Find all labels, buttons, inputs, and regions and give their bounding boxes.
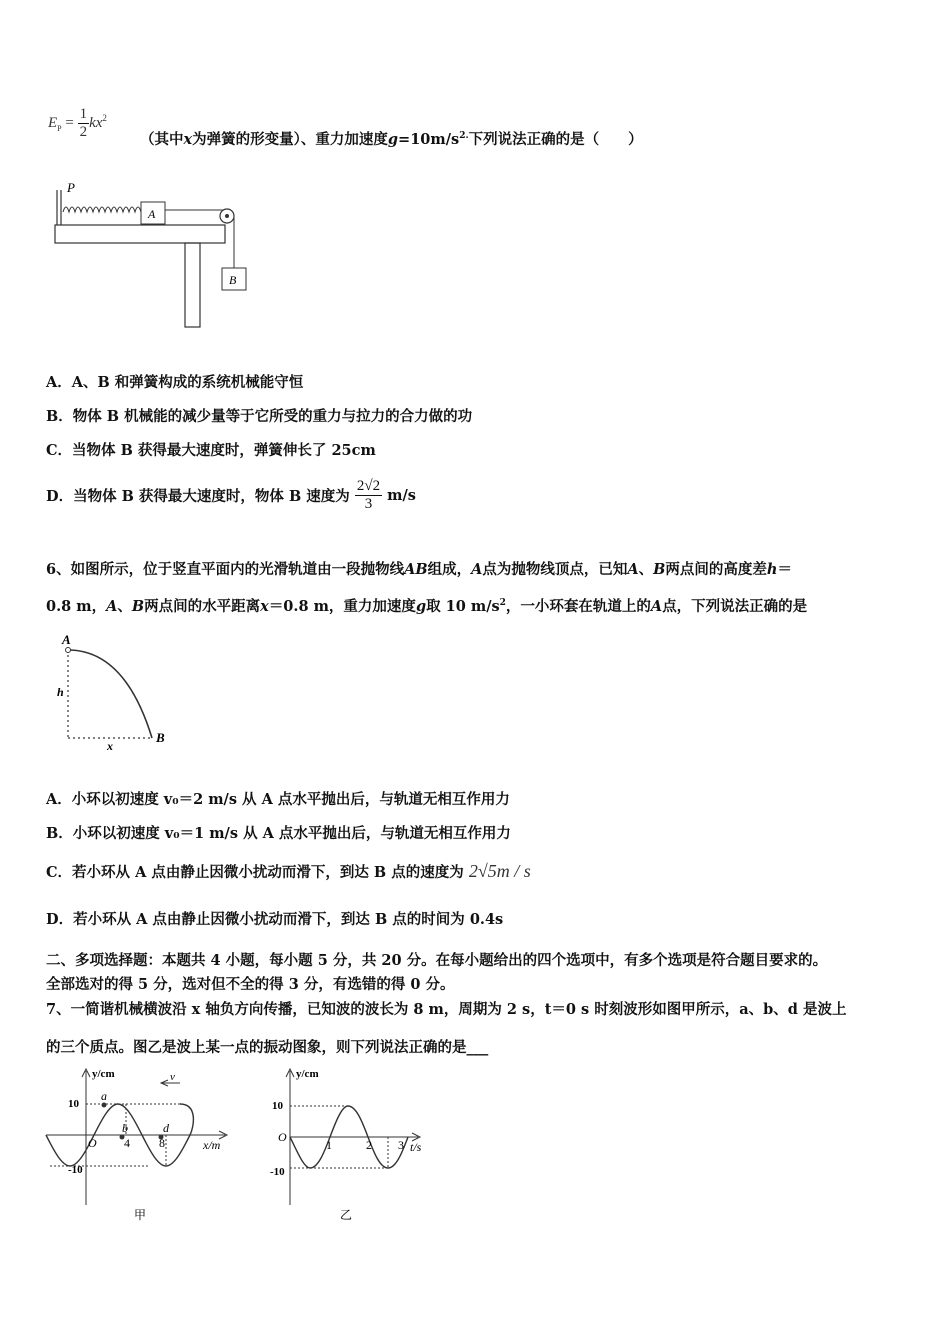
jia-ym10: -10	[68, 1164, 83, 1176]
q5-option-d-den: 3	[364, 496, 373, 512]
ep-exponent: 2	[102, 112, 107, 123]
q6-l2-g2: 点，下列说法正确的是	[662, 598, 808, 615]
q7-stem-line2: 的三个质点。图乙是波上某一点的振动图象，则下列说法正确的是___	[46, 1039, 489, 1056]
q6-l2-b: 、	[117, 598, 132, 615]
q6-l1-d: 、	[638, 561, 654, 578]
q5-spring-figure	[45, 180, 255, 330]
q6-l1-b: 组成，	[427, 561, 472, 578]
yi-ym10: -10	[270, 1166, 285, 1178]
q5-var-x: x	[183, 131, 193, 148]
q6-l1-a: 6、如图所示，位于竖直平面内的光滑轨道由一段抛物线	[46, 561, 405, 578]
q7-wave-figure-jia	[40, 1065, 240, 1225]
q5-var-g: g	[387, 131, 399, 148]
q6-l1-e: 两点间的高度差	[665, 561, 767, 578]
label-h: h	[57, 685, 64, 699]
q5-option-d-num: 2√2	[356, 478, 381, 494]
jia-point-d: d	[163, 1121, 169, 1135]
yi-t2: 2	[366, 1138, 372, 1152]
q6-l1-A2: A	[627, 561, 639, 578]
q5-option-a: A．A、B 和弹簧构成的系统机械能守恒	[46, 374, 304, 391]
ep-kx: kx	[89, 114, 103, 131]
ep-subscript: P	[57, 123, 62, 133]
jia-origin: O	[88, 1136, 97, 1150]
ep-fraction-den: 2	[79, 124, 88, 140]
ep-symbol: E	[48, 114, 58, 131]
q5-intro-text: （其中x为弹簧的形变量）、重力加速度$g=10m/s^{2.}$下列说法正确的是（ ）	[140, 131, 643, 148]
yi-origin: O	[278, 1130, 287, 1144]
q6-l1-h: h	[766, 561, 778, 578]
ep-formula	[48, 106, 107, 141]
q5-option-c: C．当物体 B 获得最大速度时，弹簧伸长了 25cm	[46, 442, 376, 459]
label-p: P	[67, 180, 75, 195]
q6-l2-d: ＝0.8 m，重力加速度	[268, 598, 416, 615]
label-a: A	[148, 207, 156, 221]
label-b: B	[156, 730, 165, 745]
yi-ylabel: y/cm	[296, 1068, 319, 1080]
jia-v: v	[170, 1071, 175, 1083]
q6-l2-g: g	[415, 598, 427, 615]
label-b: B	[229, 273, 237, 287]
yi-caption: 乙	[340, 1208, 353, 1222]
q6-l1-f: ＝	[777, 561, 792, 578]
yi-y10: 10	[272, 1100, 283, 1112]
q5-option-d	[46, 478, 416, 513]
q6-l1-ab: AB	[404, 561, 428, 578]
q5-text-b: 为弹簧的形变量）、重力加速度	[192, 131, 388, 148]
q6-option-c	[46, 861, 531, 882]
q6-l1-B: B	[653, 561, 666, 578]
jia-y10: 10	[68, 1098, 79, 1110]
yi-tlabel: t/s	[410, 1140, 422, 1154]
q5-text-d: 下列说法正确的是（ ）	[468, 131, 643, 148]
q6-l2-x: x	[260, 598, 269, 615]
q6-option-d: D．若小环从 A 点由静止因微小扰动而滑下，到达 B 点的时间为 0.4s	[46, 911, 504, 928]
jia-point-a: a	[101, 1089, 107, 1103]
q6-parabola-figure	[55, 630, 180, 753]
label-x: x	[107, 739, 113, 753]
section2-line1: 二、多项选择题：本题共 4 小题，每小题 5 分，共 20 分。在每小题给出的四个选项中，有多个选项是符合题目要求的。	[46, 952, 828, 969]
q6-l2-c: 两点间的水平距离	[144, 598, 261, 615]
q6-l2-A: A	[106, 598, 118, 615]
ep-fraction-num: 1	[79, 106, 88, 122]
q6-l1-A1: A	[471, 561, 483, 578]
q5-option-d-text: D．当物体 B 获得最大速度时，物体 B 速度为	[46, 488, 350, 505]
q6-stem-line1	[46, 558, 792, 579]
q7-vibration-figure-yi	[268, 1065, 438, 1225]
q5-text-a: （其中	[140, 131, 184, 148]
jia-caption: 甲	[134, 1208, 147, 1222]
jia-x4: 4	[124, 1136, 130, 1150]
q5-option-d-fraction	[355, 478, 382, 513]
q5-text-c: =10m/s	[398, 131, 460, 148]
q6-option-a: A．小环以初速度 v₀＝2 m/s 从 A 点水平抛出后，与轨道无相互作用力	[46, 791, 510, 808]
q5-option-d-unit: m/s	[387, 487, 416, 504]
q6-l2-e: 取 10 m/s	[426, 598, 500, 615]
yi-t1: 1	[326, 1138, 332, 1152]
q6-l2-A3: A	[650, 598, 663, 615]
q6-option-b: B．小环以初速度 v₀＝1 m/s 从 A 点水平抛出后，与轨道无相互作用力	[46, 825, 511, 842]
q6-option-c-text: C．若小环从 A 点由静止因微小扰动而滑下，到达 B 点的速度为	[46, 864, 464, 881]
yi-t3: 3	[398, 1138, 404, 1152]
jia-x8: 8	[159, 1136, 165, 1150]
label-a: A	[62, 632, 71, 647]
q7-stem-line1: 7、一简谐机械横波沿 x 轴负方向传播，已知波的波长为 8 m，周期为 2 s，t＝0 s 时刻波形如图甲所示，a、b、d 是波上	[46, 1001, 847, 1018]
jia-point-b: b	[122, 1121, 128, 1135]
q6-l2-B: B	[131, 598, 145, 615]
q5-option-b: B．物体 B 机械能的减少量等于它所受的重力与拉力的合力做的功	[46, 408, 473, 425]
ep-equals: =	[65, 114, 74, 131]
jia-xlabel: x/m	[203, 1138, 221, 1152]
q6-l2-f: ，一小环套在轨道上的	[505, 598, 651, 615]
section2-line2: 全部选对的得 5 分，选对但不全的得 3 分，有选错的得 0 分。	[46, 976, 455, 993]
ep-fraction	[78, 106, 90, 141]
q6-l1-c: 点为抛物线顶点，已知	[482, 561, 628, 578]
jia-ylabel: y/cm	[92, 1068, 115, 1080]
q6-stem-line2: 0.8 m，A、B两点间的水平距离x＝0.8 m，重力加速度g取 10 $m/s^2$，一小环套在轨道上的A点，下列说法正确的是	[46, 598, 808, 615]
q6-option-c-value: 2√5m / s	[468, 861, 531, 881]
q6-l2-a: 0.8 m，	[46, 598, 107, 615]
